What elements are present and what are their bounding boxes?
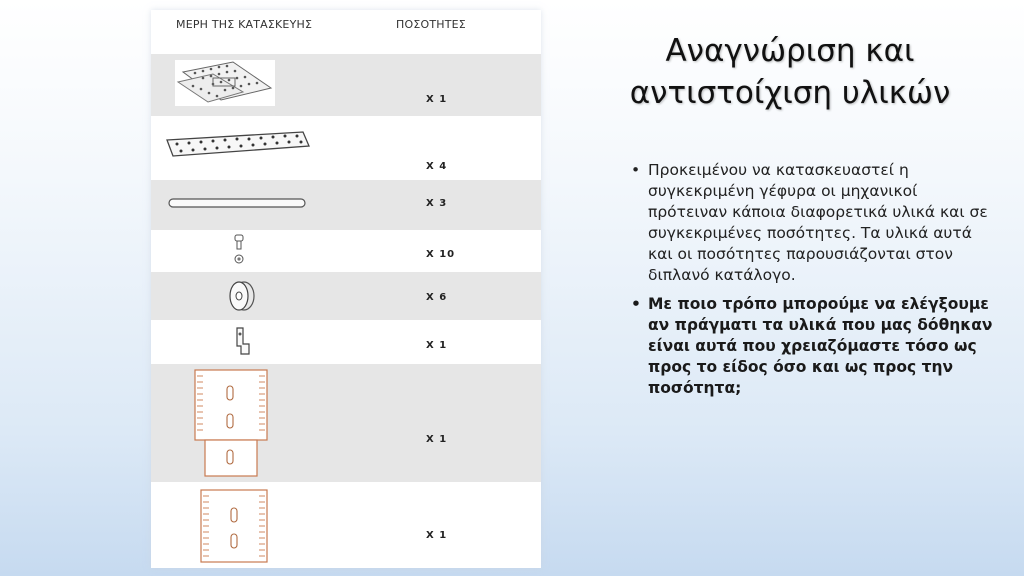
table-row	[151, 54, 541, 116]
bullet-dot-icon: •	[631, 161, 641, 179]
slotted-panel-large-icon	[191, 368, 273, 480]
quantity-value: Χ 10	[426, 249, 456, 260]
perforated-strip-icon	[163, 130, 313, 166]
wheel-icon	[227, 278, 257, 314]
quantity-value: Χ 1	[426, 434, 448, 445]
bullet-list	[631, 160, 993, 407]
parts-table	[151, 10, 541, 568]
quantity-value: Χ 6	[426, 292, 448, 303]
table-row	[151, 180, 541, 230]
quantity-value: Χ 1	[426, 340, 448, 351]
bullet-text: Με ποιο τρόπο μπορούμε να ελέγξουμε αν πράγματι τα υλικά που μας δόθηκαν είναι αυτά που χρειαζόμαστε τόσο ως προς το είδος όσο και ως προς την ποσότητα;	[648, 295, 993, 397]
table-row	[151, 230, 541, 272]
quantity-value: Χ 3	[426, 198, 448, 209]
slide-title: Αναγνώριση και αντιστοίχιση υλικών	[629, 33, 951, 111]
table-row	[151, 364, 541, 482]
bolt-icon	[231, 232, 247, 268]
bullet-text: Προκειμένου να κατασκευαστεί η συγκεκριμένη γέφυρα οι μηχανικοί πρότειναν κάποια διαφορετικά υλικά και σε συγκεκριμένες ποσότητες. Τα υλικά αυτά και οι ποσότητες παρουσιάζονται στον διπλανό κατάλογο.	[648, 161, 988, 284]
table-row	[151, 116, 541, 180]
bullet-item	[631, 160, 993, 286]
table-row	[151, 320, 541, 364]
quantity-value: Χ 1	[426, 530, 448, 541]
header-parts: ΜΕΡΗ ΤΗΣ ΚΑΤΑΣΚΕΥΗΣ	[176, 18, 313, 31]
bullet-item-question	[631, 294, 993, 399]
quantity-value: Χ 1	[426, 94, 448, 105]
bullet-dot-icon: •	[631, 295, 641, 313]
bracket-icon	[231, 324, 255, 358]
header-quantities: ΠΟΣΟΤΗΤΕΣ	[396, 18, 466, 31]
quantity-value: Χ 4	[426, 161, 448, 172]
rod-icon	[165, 195, 310, 211]
table-header	[151, 10, 541, 54]
slotted-panel-icon	[197, 488, 273, 564]
perforated-plate-icon	[173, 58, 278, 108]
table-row	[151, 272, 541, 320]
table-row	[151, 482, 541, 568]
